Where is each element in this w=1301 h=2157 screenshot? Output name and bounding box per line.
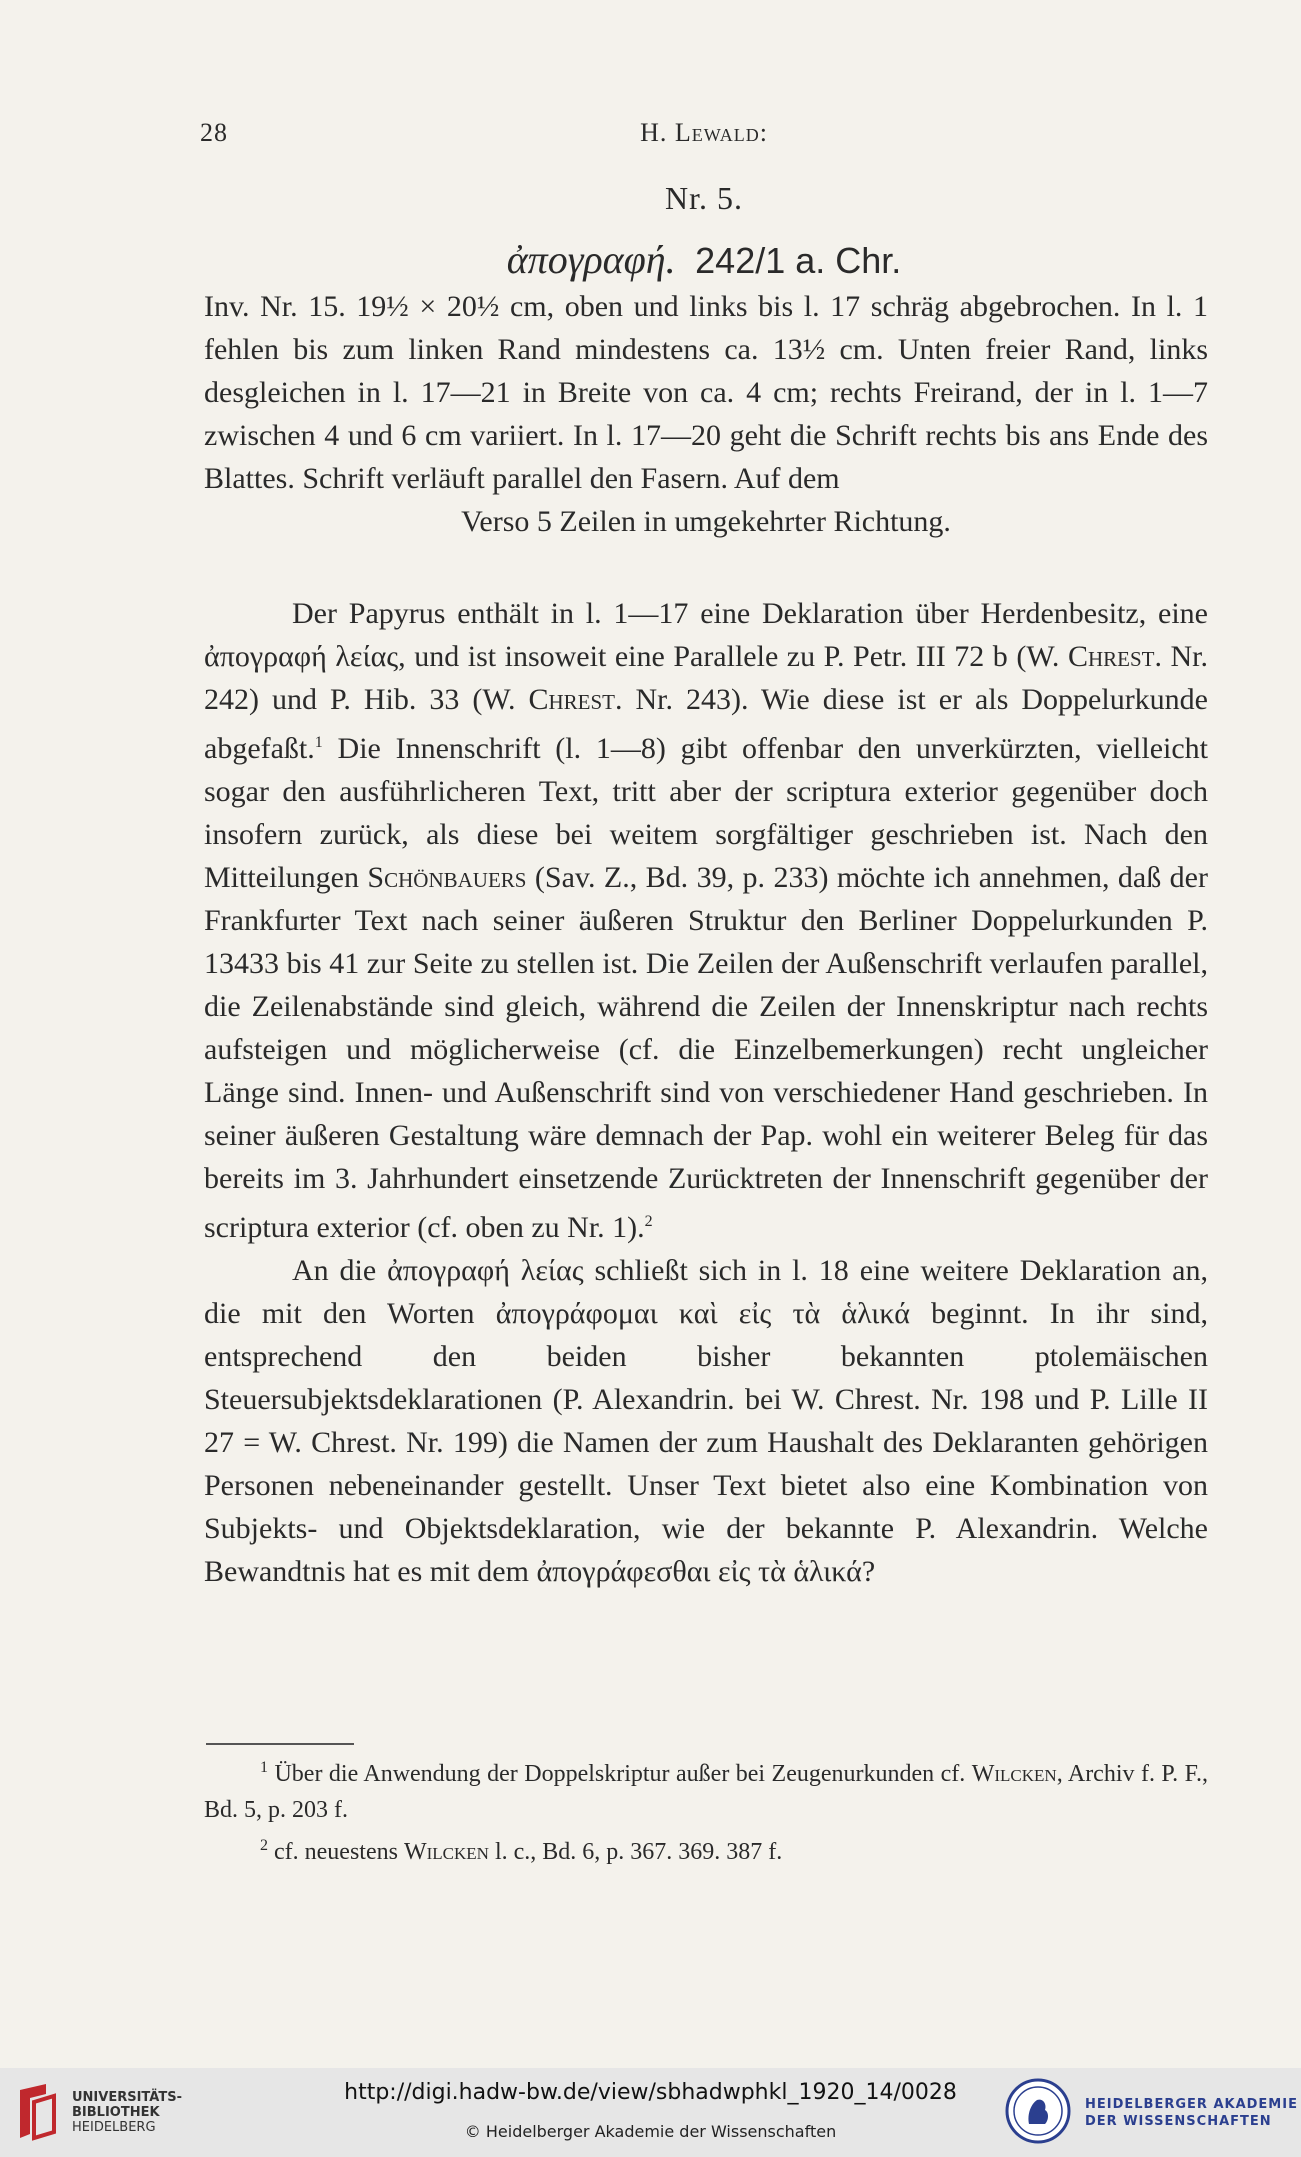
footnote-2: $^2$ cf. neuestens Wilcken l. c., Bd. 6, p. 367. 369. 387 f. [260, 1837, 783, 1865]
title-date: 242/1 a. Chr. [695, 240, 902, 281]
copyright-notice: © Heidelberger Akademie der Wissenschaften [464, 2122, 837, 2141]
footnote-ref-1: 1 [314, 734, 323, 751]
citation-schoenbauer: Schönbauers [367, 861, 527, 894]
citation-wilcken: Wilcken [971, 1761, 1057, 1787]
permalink-url[interactable]: http://digi.hadw-bw.de/view/sbhadwphkl_1920_14/0028 [344, 2080, 957, 2105]
viewer-footer [0, 2068, 1301, 2157]
description-paragraph: Inv. Nr. 15. 19½ × 20½ cm, oben und links bis l. 17 schräg abgebrochen. In l. 1 fehlen bis zum linken Rand mindestens ca. 13½ cm. Unten freier Rand, links desgleichen in l. 17—21 in Breite von ca. 4 cm; rechts Freirand, der in l. 1—7 zwischen 4 und 6 cm variiert. In l. 17—20 geht die Schrift rechts bis ans Ende des Blattes. Schrift verläuft parallel den Fasern. Auf dem [204, 290, 1208, 495]
footnote-1: $^1$ Über die Anwendung der Doppelskriptur außer bei Zeugenurkunden cf. Wilcken, Archiv f. P. F., Bd. 5, p. 203 f. [204, 1759, 1208, 1823]
title-greek: ἀπογραφή. [506, 237, 676, 282]
academy-label: HEIDELBERGER AKADEMIE DER WISSENSCHAFTEN [1085, 2097, 1298, 2129]
document-title [200, 236, 1208, 283]
running-head-author: H. Lewald: [640, 118, 768, 147]
main-text [204, 592, 1208, 1593]
paragraph-1: Der Papyrus enthält in l. 1—17 eine Deklaration über Herdenbesitz, eine ἀπογραφή λείας, und ist insoweit eine Parallele zu P. Petr. III 72 b (W. Chrest. Nr. 242) und P. Hib. 33 (W. Chrest. Nr. 243). Wie diese ist er als Doppelurkunde abgefaßt.$^1$ Die Innenschrift (l. 1—8) gibt offenbar den unverkürzten, vielleicht sogar den ausführlicheren Text, tritt aber der scriptura exterior gegenüber doch insofern zurück, als diese bei weitem sorgfältiger geschrieben ist. Nach den Mitteilungen Schönbauers (Sav. Z., Bd. 39, p. 233) möchte ich annehmen, daß der Frankfurter Text nach seiner äußeren Struktur den Berliner Doppelurkunden P. 13433 bis 41 zur Seite zu stellen ist. Die Zeilen der Außenschrift verlaufen parallel, die Zeilenabstände sind gleich, während die Zeilen der Innenskriptur nach rechts aufsteigen und möglicherweise (cf. die Einzelbemerkungen) recht ungleicher Länge sind. Innen- und Außenschrift sind von verschiedener Hand geschrieben. In seiner äußeren Gestaltung wäre demnach der Pap. wohl ein weiterer Beleg für das bereits im 3. Jahrhundert einsetzende Zurücktreten der Innenschrift gegenüber der scriptura exterior (cf. oben zu Nr. 1).$^2$ [204, 597, 1209, 1244]
citation-wilcken: Wilcken [403, 1839, 489, 1865]
description-last-line: Verso 5 Zeilen in umgekehrter Richtung. [461, 505, 951, 538]
paragraph-2: An die ἀπογραφή λείας schließt sich in l. 18 eine weitere Deklaration an, die mit den Worten ἀπογράφομαι καὶ εἰς τὰ ἁλικά beginnt. In ihr sind, entsprechend den beiden bisher bekannten ptolemäischen Steuersubjektsdeklarationen (P. Alexandrin. bei W. Chrest. Nr. 198 und P. Lille II 27 = W. Chrest. Nr. 199) die Namen der zum Haushalt des Deklaranten gehörigen Personen nebeneinander gestellt. Unser Text bietet also eine Kombination von Subjekts- und Objektsdeklaration, wie der bekannte P. Alexandrin. Welche Bewandtnis hat es mit dem ἀπογράφεσθαι εἰς τὰ ἁλικά? [204, 1254, 1208, 1588]
citation-chrest: Chrest. [528, 683, 623, 716]
footnote-ref-2: 2 [644, 1213, 653, 1230]
academy-seal-icon[interactable] [1005, 2078, 1071, 2144]
citation-chrest: Chrest. [1067, 640, 1162, 673]
document-number: Nr. 5. [665, 180, 743, 216]
page-number: 28 [200, 118, 228, 147]
footnote-rule [206, 1743, 354, 1745]
papyrus-description [204, 285, 1208, 543]
university-library-label: UNIVERSITÄTS- BIBLIOTHEK HEIDELBERG [72, 2090, 182, 2135]
footnotes [204, 1750, 1208, 1870]
